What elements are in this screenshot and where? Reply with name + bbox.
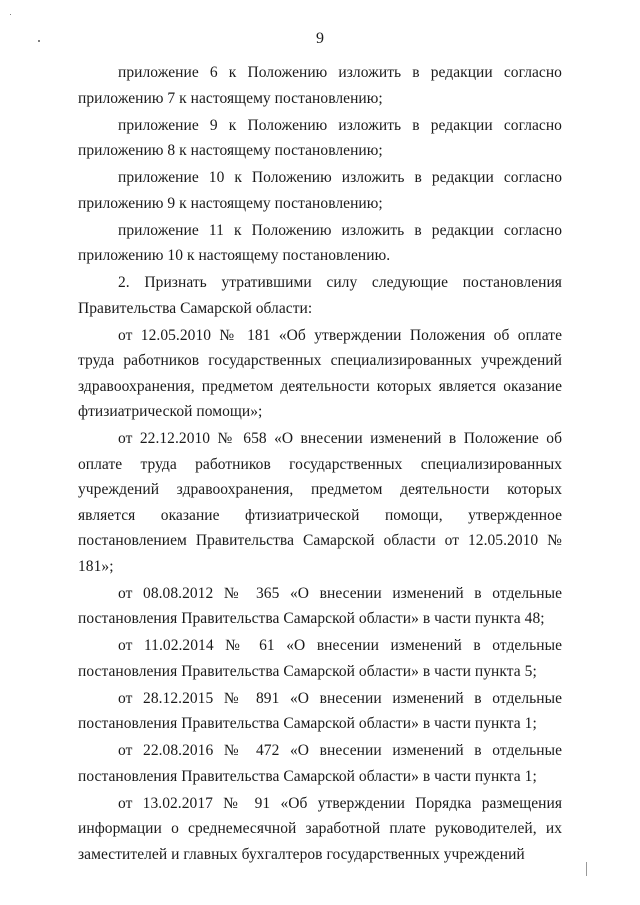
paragraph-appendix-11: приложение 11 к Положению изложить в редакции согласно приложению 10 к настоящему постановлению. <box>78 221 562 264</box>
scan-margin-mark <box>586 862 587 876</box>
paragraph-decree-91: от 13.02.2017 № 91 «Об утверждении Порядка размещения информации о среднемесячной заработной плате руководителей, их заместителей и главных бухгалтеров государственных учреждений <box>78 794 562 863</box>
document-body <box>78 60 562 869</box>
paragraph-decree-181: от 12.05.2010 № 181 «Об утверждении Положения об оплате труда работников государственных специализированных учреждений здравоохранения, предметом деятельности которых является оказание фтизиатрической помощи»; <box>78 326 562 420</box>
paragraph-decree-61: от 11.02.2014 № 61 «О внесении изменений в отдельные постановления Правительства Самарской области» в части пункта 5; <box>78 637 562 680</box>
paragraph-decree-472: от 22.08.2016 № 472 «О внесении изменений в отдельные постановления Правительства Самарской области» в части пункта 1; <box>78 742 562 785</box>
page-number: 9 <box>316 30 324 47</box>
paragraph-appendix-10: приложение 10 к Положению изложить в редакции согласно приложению 9 к настоящему постановлению; <box>78 169 562 212</box>
paragraph-appendix-9: приложение 9 к Положению изложить в редакции согласно приложению 8 к настоящему постановлению; <box>78 116 562 159</box>
scan-speck <box>10 14 11 15</box>
paragraph-decree-891: от 28.12.2015 № 891 «О внесении изменений в отдельные постановления Правительства Самарской области» в части пункта 1; <box>78 689 562 732</box>
paragraph-decree-658: от 22.12.2010 № 658 «О внесении изменений в Положение об оплате труда работников государственных специализированных учреждений здравоохранения, предметом деятельности которых является оказание фтизиатрической помощи, утвержденное постановлением Правительства Самарской области от 12.05.2010 № 181»; <box>78 430 562 575</box>
paragraph-appendix-6: приложение 6 к Положению изложить в редакции согласно приложению 7 к настоящему постановлению; <box>78 64 562 107</box>
paragraph-section-2: 2. Признать утратившими силу следующие постановления Правительства Самарской области: <box>78 274 562 317</box>
paragraph-decree-365: от 08.08.2012 № 365 «О внесении изменений в отдельные постановления Правительства Самарской области» в части пункта 48; <box>78 584 562 627</box>
